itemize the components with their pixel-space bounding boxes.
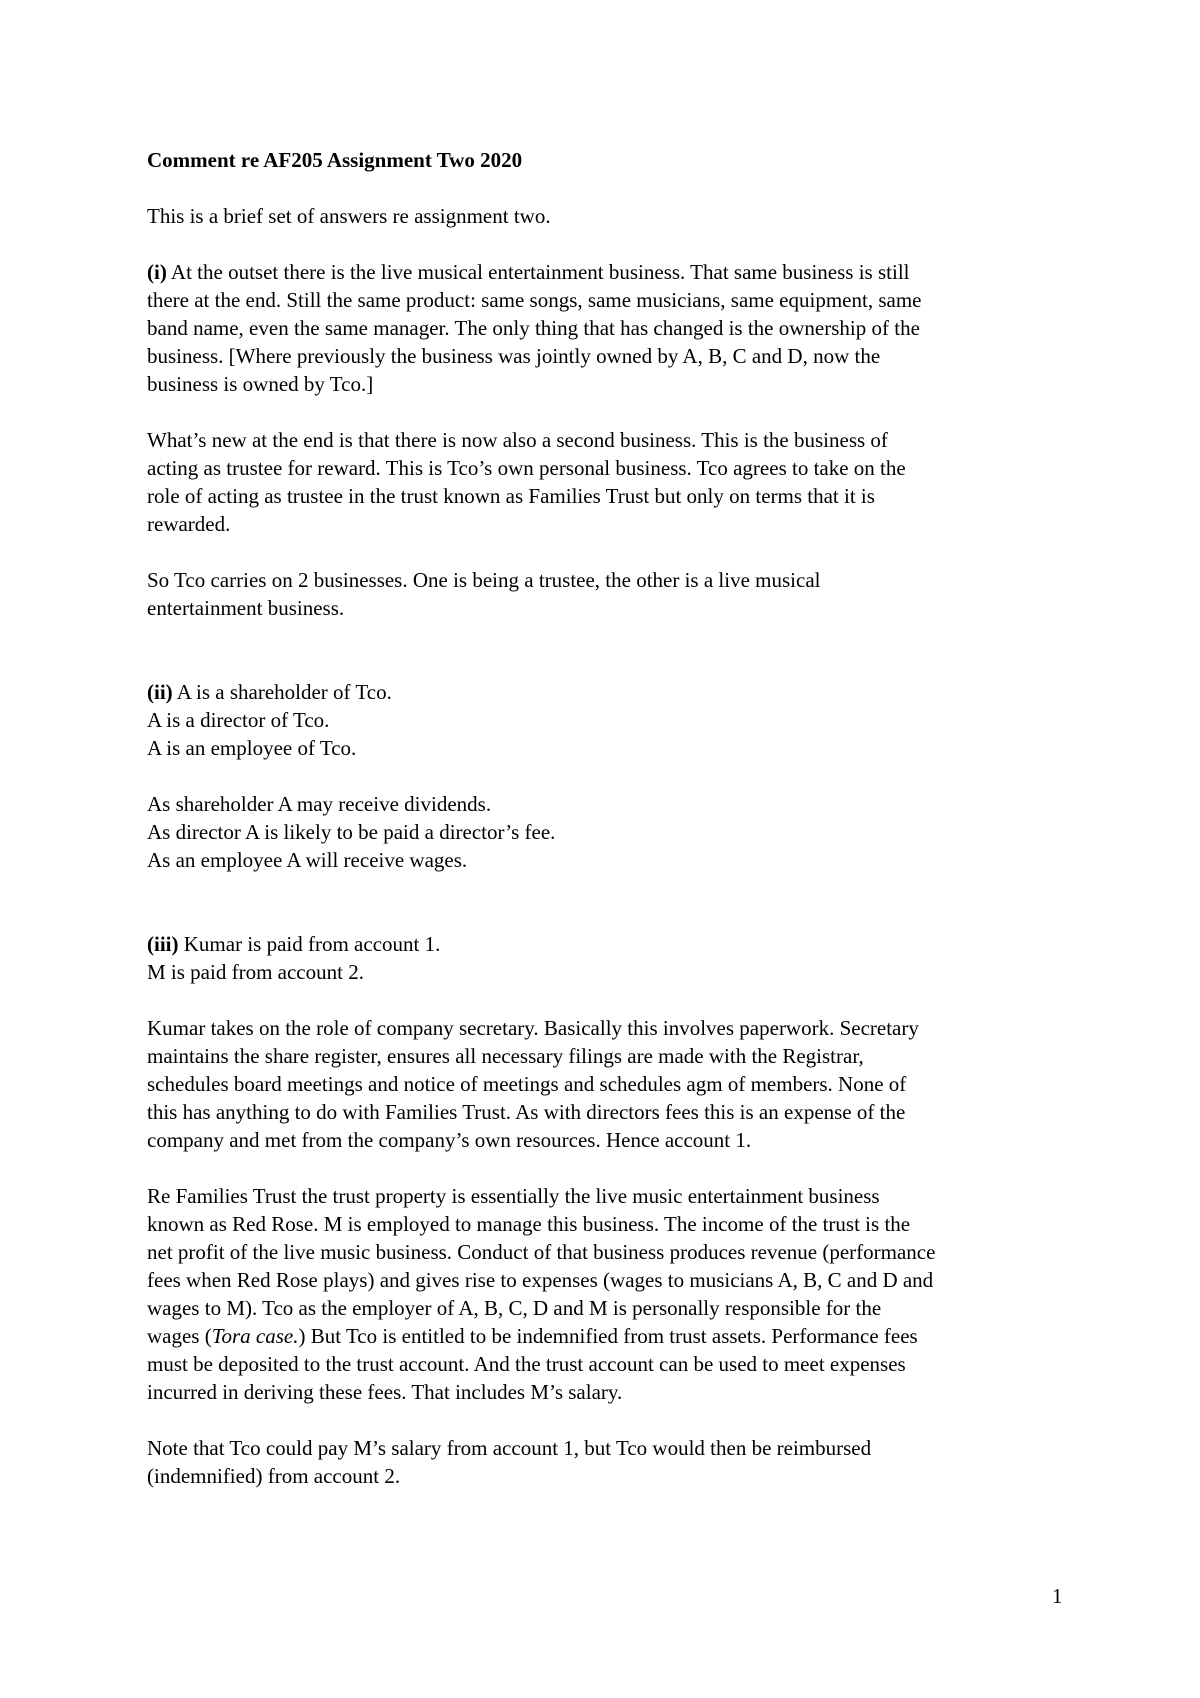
paragraph-line: Kumar takes on the role of company secretary. Basically this involves paperwork. Secretary	[147, 1016, 919, 1040]
page-number: 1	[1052, 1584, 1063, 1608]
paragraph-line: must be deposited to the trust account. And the trust account can be used to meet expenses	[147, 1352, 906, 1376]
paragraph-line: rewarded.	[147, 512, 231, 536]
paragraph-line: wages to M). Tco as the employer of A, B, C, D and M is personally responsible for the	[147, 1296, 882, 1320]
part-iii-paragraph-1	[147, 930, 1077, 986]
paragraph-line: net profit of the live music business. Conduct of that business produces revenue (performance	[147, 1240, 936, 1264]
paragraph-line: maintains the share register, ensures all necessary filings are made with the Registrar,	[147, 1044, 864, 1068]
paragraph-text: wages (	[147, 1324, 212, 1348]
paragraph-line: known as Red Rose. M is employed to manage this business. The income of the trust is the	[147, 1212, 911, 1236]
part-i-marker: (i)	[147, 260, 167, 284]
spacer	[147, 230, 1077, 258]
spacer	[147, 874, 1077, 930]
paragraph-line	[147, 678, 1077, 706]
paragraph-line: there at the end. Still the same product: same songs, same musicians, same equipment, same	[147, 288, 922, 312]
paragraph-line: acting as trustee for reward. This is Tco’s own personal business. Tco agrees to take on the	[147, 456, 906, 480]
paragraph-line: As an employee A will receive wages.	[147, 848, 468, 872]
paragraph-line: this has anything to do with Families Trust. As with directors fees this is an expense of the	[147, 1100, 906, 1124]
spacer	[147, 762, 1077, 790]
paragraph-line: entertainment business.	[147, 596, 345, 620]
paragraph-text: A is a shareholder of Tco.	[172, 680, 392, 704]
part-iii-marker: (iii)	[147, 932, 179, 956]
paragraph-line: A is a director of Tco.	[147, 708, 330, 732]
spacer	[147, 986, 1077, 1014]
paragraph-line: A is an employee of Tco.	[147, 736, 357, 760]
part-iii-paragraph-3	[147, 1182, 1077, 1406]
paragraph-line	[147, 930, 1077, 958]
spacer	[147, 398, 1077, 426]
paragraph-line: As shareholder A may receive dividends.	[147, 792, 492, 816]
paragraph-line: Re Families Trust the trust property is essentially the live music entertainment business	[147, 1184, 880, 1208]
spacer	[147, 1406, 1077, 1434]
paragraph-text: At the outset there is the live musical entertainment business. That same business is still	[166, 260, 910, 284]
paragraph-line: fees when Red Rose plays) and gives rise to expenses (wages to musicians A, B, C and D and	[147, 1268, 934, 1292]
paragraph-line: As director A is likely to be paid a director’s fee.	[147, 820, 556, 844]
paragraph-line: company and met from the company’s own resources. Hence account 1.	[147, 1128, 752, 1152]
part-i-paragraph-1	[147, 258, 1077, 398]
document-title: Comment re AF205 Assignment Two 2020	[147, 148, 523, 172]
paragraph-line: Note that Tco could pay M’s salary from account 1, but Tco would then be reimbursed	[147, 1436, 872, 1460]
document-body	[147, 146, 1077, 1490]
case-name: Tora case.	[211, 1324, 299, 1348]
paragraph-line: role of acting as trustee in the trust known as Families Trust but only on terms that it is	[147, 484, 875, 508]
paragraph-line: What’s new at the end is that there is now also a second business. This is the business of	[147, 428, 888, 452]
paragraph-line: So Tco carries on 2 businesses. One is being a trustee, the other is a live musical	[147, 568, 821, 592]
paragraph-text: Kumar is paid from account 1.	[178, 932, 441, 956]
spacer	[147, 1154, 1077, 1182]
paragraph-line: schedules board meetings and notice of meetings and schedules agm of members. None of	[147, 1072, 907, 1096]
paragraph-line: business. [Where previously the business was jointly owned by A, B, C and D, now the	[147, 344, 881, 368]
paragraph-text: ) But Tco is entitled to be indemnified from trust assets. Performance fees	[298, 1324, 918, 1348]
paragraph-line: band name, even the same manager. The only thing that has changed is the ownership of the	[147, 316, 920, 340]
part-iii-paragraph-4	[147, 1434, 1077, 1490]
part-i-paragraph-3	[147, 566, 1077, 622]
part-ii-paragraph-1	[147, 678, 1077, 762]
paragraph-line: M is paid from account 2.	[147, 960, 364, 984]
part-ii-marker: (ii)	[147, 680, 173, 704]
part-ii-paragraph-2	[147, 790, 1077, 874]
spacer	[147, 538, 1077, 566]
spacer	[147, 622, 1077, 678]
part-iii-paragraph-2	[147, 1014, 1077, 1154]
paragraph-line	[147, 1322, 1077, 1350]
paragraph-line: incurred in deriving these fees. That includes M’s salary.	[147, 1380, 623, 1404]
paragraph-line: (indemnified) from account 2.	[147, 1464, 401, 1488]
intro-paragraph: This is a brief set of answers re assignment two.	[147, 204, 551, 228]
part-i-paragraph-2	[147, 426, 1077, 538]
paragraph-line: business is owned by Tco.]	[147, 372, 374, 396]
paragraph-line	[147, 258, 1077, 286]
spacer	[147, 174, 1077, 202]
